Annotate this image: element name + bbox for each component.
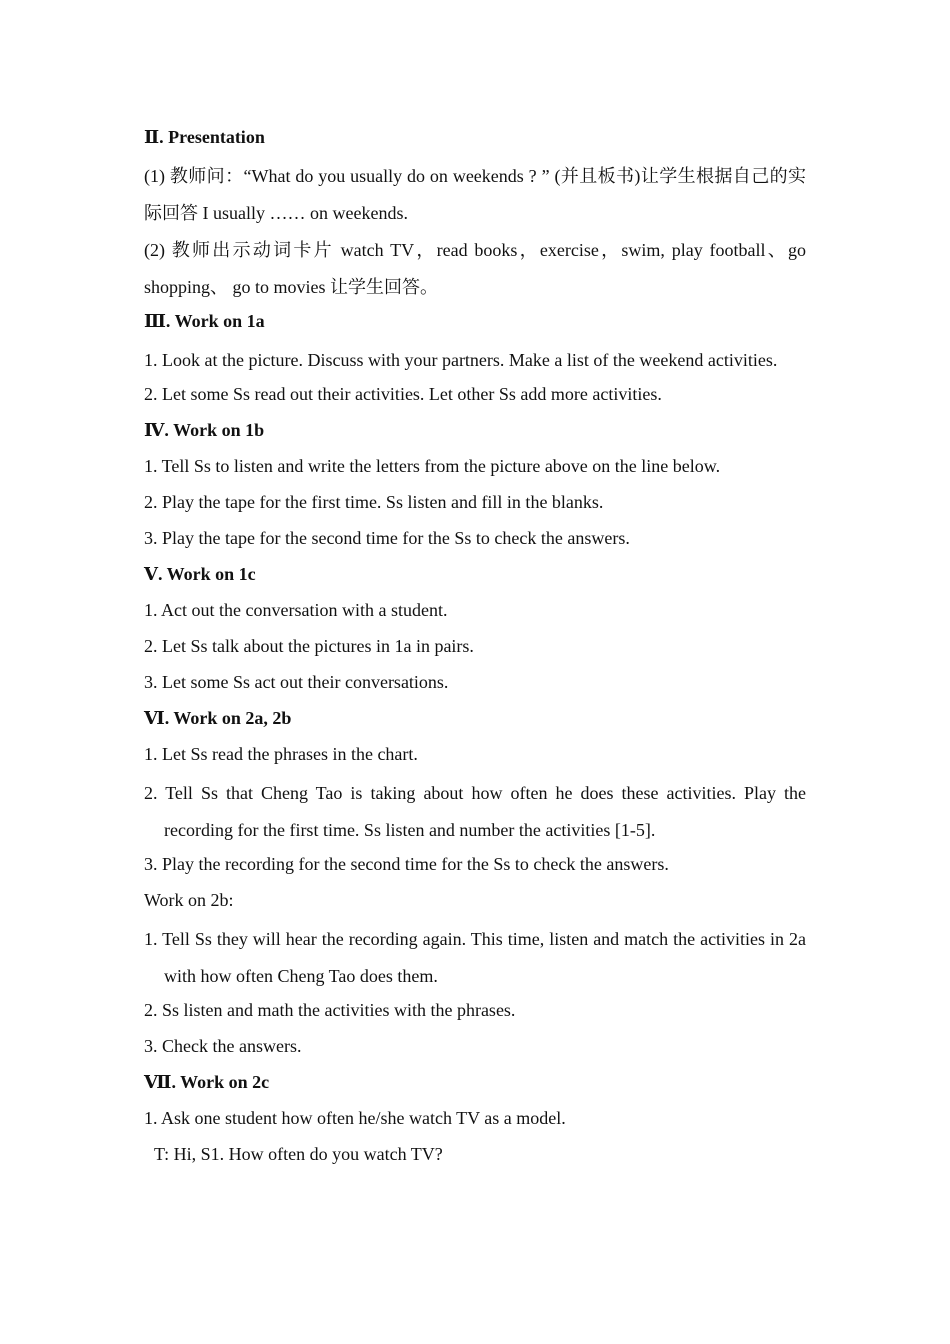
work-1c-item-2: 2. Let Ss talk about the pictures in 1a in pairs. (144, 636, 474, 656)
work-1b-item-3: 3. Play the tape for the second time for the Ss to check the answers. (144, 528, 630, 548)
work-2b-item-1: 1. Tell Ss they will hear the recording again. This time, listen and match the activities in 2a with how often Cheng Tao does them. (144, 929, 806, 986)
document-page (144, 122, 806, 1175)
work-2b-subheading: Work on 2b: (144, 890, 234, 910)
section-heading-work-2c: Ⅶ. Work on 2c (144, 1072, 270, 1092)
work-2a-item-3: 3. Play the recording for the second time for the Ss to check the answers. (144, 854, 669, 874)
work-1c-item-3: 3. Let some Ss act out their conversations. (144, 672, 449, 692)
section-heading-work-1b: Ⅳ. Work on 1b (144, 420, 265, 440)
work-1a-item-1: 1. Look at the picture. Discuss with your partners. Make a list of the weekend activities. (144, 350, 778, 370)
work-1a-item-2: 2. Let some Ss read out their activities. Let other Ss add more activities. (144, 384, 662, 404)
work-2c-dialogue-line: T: Hi, S1. How often do you watch TV? (154, 1144, 443, 1164)
work-1b-item-2: 2. Play the tape for the first time. Ss listen and fill in the blanks. (144, 492, 604, 512)
work-2b-item-2: 2. Ss listen and math the activities with the phrases. (144, 1000, 516, 1020)
section-heading-work-1c: Ⅴ. Work on 1c (144, 564, 256, 584)
section-heading-work-2a-2b: Ⅵ. Work on 2a, 2b (144, 708, 292, 728)
work-1b-item-1: 1. Tell Ss to listen and write the letters from the picture above on the line below. (144, 456, 721, 476)
work-2c-item-1: 1. Ask one student how often he/she watch TV as a model. (144, 1108, 566, 1128)
work-2a-item-1: 1. Let Ss read the phrases in the chart. (144, 744, 418, 764)
section-heading-presentation: Ⅱ. Presentation (144, 127, 265, 147)
work-1c-item-1: 1. Act out the conversation with a student. (144, 600, 448, 620)
presentation-paragraph-2: (2) 教师出示动词卡片 watch TV，read books，exercise，swim, play football、go shopping、 go to movies 让学生回答。 (144, 240, 806, 297)
work-2a-item-2: 2. Tell Ss that Cheng Tao is taking about how often he does these activities. Play the recording for the first time. Ss listen and number the activities [1-5]. (144, 783, 806, 840)
section-heading-work-1a: Ⅲ. Work on 1a (144, 311, 265, 331)
work-2b-item-3: 3. Check the answers. (144, 1036, 302, 1056)
presentation-paragraph-1: (1) 教师问：“What do you usually do on weekends ? ” (并且板书)让学生根据自己的实际回答 I usually …… on weekends. (144, 166, 806, 223)
